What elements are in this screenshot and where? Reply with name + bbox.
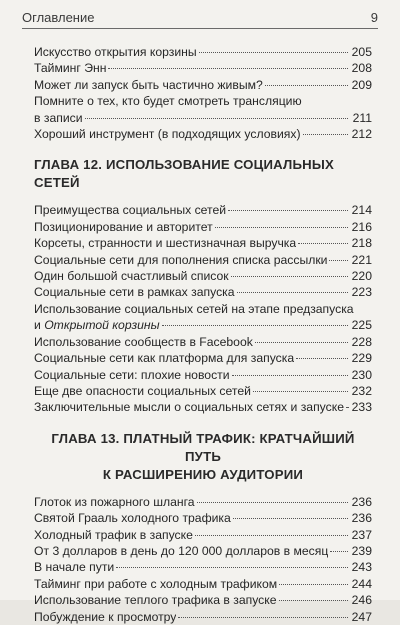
chapter-heading-line2: К РАСШИРЕНИЮ АУДИТОРИИ — [102, 466, 304, 482]
toc-entry-page: 205 — [351, 45, 372, 59]
toc-entry-title: Может ли запуск быть частично живым? — [34, 77, 263, 92]
leader-dots — [303, 134, 348, 135]
leader-dots — [255, 342, 348, 343]
toc-entry-page: 246 — [351, 593, 372, 608]
toc-entry-page: 225 — [351, 318, 372, 333]
leader-dots — [231, 276, 348, 277]
toc-entry-page: 232 — [351, 383, 372, 398]
toc-entry-title-italic: Открытой корзины — [44, 318, 160, 333]
leader-dots — [197, 502, 348, 503]
toc-entry-title: Холодный трафик в запуске — [34, 527, 193, 542]
toc-entry — [34, 576, 372, 592]
toc-entry-title-line2: и — [34, 318, 45, 333]
toc-entry-page: 229 — [351, 351, 372, 366]
toc-entry — [34, 592, 372, 608]
toc-entry — [34, 494, 372, 510]
leader-dots — [162, 325, 348, 326]
toc-entry-title: Заключительные мысли о социальных сетях и запуске — [34, 400, 344, 415]
leader-dots — [265, 85, 348, 86]
running-header — [22, 6, 378, 29]
toc-entry-page: 216 — [351, 219, 372, 234]
leader-dots — [108, 68, 348, 69]
toc-entry-page: 239 — [351, 543, 372, 558]
toc-entry-title: Еще две опасности социальных сетей — [34, 383, 251, 398]
toc-entry-title: Социальные сети: плохие новости — [34, 367, 230, 382]
toc-entry-page: 209 — [351, 77, 372, 92]
toc-entry-page: 228 — [351, 334, 372, 349]
toc-entry-title: В начале пути — [34, 560, 115, 575]
toc-entry — [34, 202, 372, 218]
toc-entry-title: Побуждение к просмотру — [34, 609, 177, 624]
leader-dots — [232, 375, 348, 376]
toc-entry — [34, 44, 372, 60]
chapter-heading — [34, 430, 372, 484]
leader-dots — [296, 358, 348, 359]
leader-dots — [195, 535, 348, 536]
toc-entry-page: 208 — [351, 61, 372, 76]
toc-entry-page: 233 — [351, 400, 372, 415]
toc-entry-title: От 3 долларов в день до 120 000 долларов в месяц — [34, 543, 329, 558]
leader-dots — [215, 227, 348, 228]
toc-entry — [34, 559, 372, 575]
toc-entry — [34, 284, 372, 300]
toc-entry-title: Искусство открытия корзины — [34, 45, 197, 59]
toc-entry — [34, 77, 372, 93]
toc-entry-page: 223 — [351, 285, 372, 300]
toc-entry-title: Использование сообществ в Facebook — [34, 334, 253, 349]
toc-entry — [34, 235, 372, 251]
leader-dots — [346, 407, 348, 408]
toc-entry-page: 212 — [351, 127, 372, 142]
leader-dots — [228, 210, 348, 211]
toc-entry-page: 247 — [351, 609, 372, 624]
toc-entry — [34, 219, 372, 235]
toc-entry-page: 237 — [351, 527, 372, 542]
toc-entry-page: 211 — [352, 110, 372, 125]
header-title: Оглавление — [22, 9, 95, 25]
leader-dots — [233, 518, 348, 519]
toc-entry — [34, 252, 372, 268]
leader-dots — [330, 551, 348, 552]
toc-entry — [34, 510, 372, 526]
toc-entry — [34, 367, 372, 383]
toc-entry-page: 220 — [351, 269, 372, 284]
leader-dots — [199, 52, 348, 53]
toc-entry — [34, 93, 372, 126]
toc-entry-title: Позиционирование и авторитет — [34, 219, 213, 234]
toc-entry — [34, 334, 372, 350]
toc-entry — [34, 301, 372, 334]
toc-entry-page: 214 — [351, 203, 372, 218]
toc-entry — [34, 126, 372, 142]
toc-entry-page: 236 — [351, 494, 372, 509]
header-page-number: 9 — [370, 9, 378, 25]
toc-entry-title-line1: Использование социальных сетей на этапе предзапуска — [34, 301, 354, 316]
toc-entry-title: Использование теплого трафика в запуске — [34, 593, 277, 608]
leader-dots — [237, 292, 348, 293]
toc-entry — [34, 60, 372, 76]
toc-entry-page: 218 — [351, 236, 372, 251]
toc-entry-title: Хороший инструмент (в подходящих условиях) — [34, 127, 301, 142]
toc-entry — [34, 268, 372, 284]
toc-entry-page: 221 — [351, 252, 372, 267]
leader-dots — [329, 260, 348, 261]
toc-entry-title: Корсеты, странности и шестизначная выручка — [34, 236, 297, 251]
toc-entry-page: 236 — [351, 511, 372, 526]
toc-entry-title: Глоток из пожарного шланга — [34, 494, 195, 509]
toc-entry — [34, 399, 372, 415]
toc-entry-page: 244 — [351, 576, 372, 591]
leader-dots — [279, 600, 348, 601]
toc-entry-title-line2: в записи — [34, 110, 83, 125]
chapter-heading: ГЛАВА 12. ИСПОЛЬЗОВАНИЕ СОЦИАЛЬНЫХ СЕТЕЙ — [34, 157, 334, 191]
toc-entry-title: Тайминг при работе с холодным трафиком — [34, 576, 278, 591]
toc-entry-title: Преимущества социальных сетей — [34, 203, 227, 218]
toc-entry-title-line1: Помните о тех, кто будет смотреть трансляцию — [34, 94, 302, 109]
leader-dots — [178, 617, 348, 618]
toc-entry-page: 230 — [351, 367, 372, 382]
toc-entry — [34, 527, 372, 543]
leader-dots — [253, 391, 348, 392]
leader-dots — [279, 584, 348, 585]
toc-entry — [34, 350, 372, 366]
toc-entry-title: Социальные сети для пополнения списка рассылки — [34, 252, 328, 267]
toc-entry — [34, 543, 372, 559]
toc-entry — [34, 383, 372, 399]
table-of-contents — [34, 44, 372, 625]
chapter-heading-line1: ГЛАВА 13. ПЛАТНЫЙ ТРАФИК: КРАТЧАЙШИЙ ПУТЬ — [51, 430, 355, 464]
toc-entry-title: Социальные сети в рамках запуска — [34, 285, 235, 300]
leader-dots — [298, 243, 348, 244]
leader-dots — [85, 118, 348, 119]
toc-entry-title: Святой Грааль холодного трафика — [34, 511, 231, 526]
toc-entry-page: 243 — [351, 560, 372, 575]
toc-entry — [34, 609, 372, 625]
toc-entry-title: Один большой счастливый список — [34, 269, 229, 284]
toc-entry-title: Социальные сети как платформа для запуска — [34, 351, 295, 366]
leader-dots — [116, 567, 348, 568]
toc-entry-title: Тайминг Энн — [34, 61, 107, 76]
